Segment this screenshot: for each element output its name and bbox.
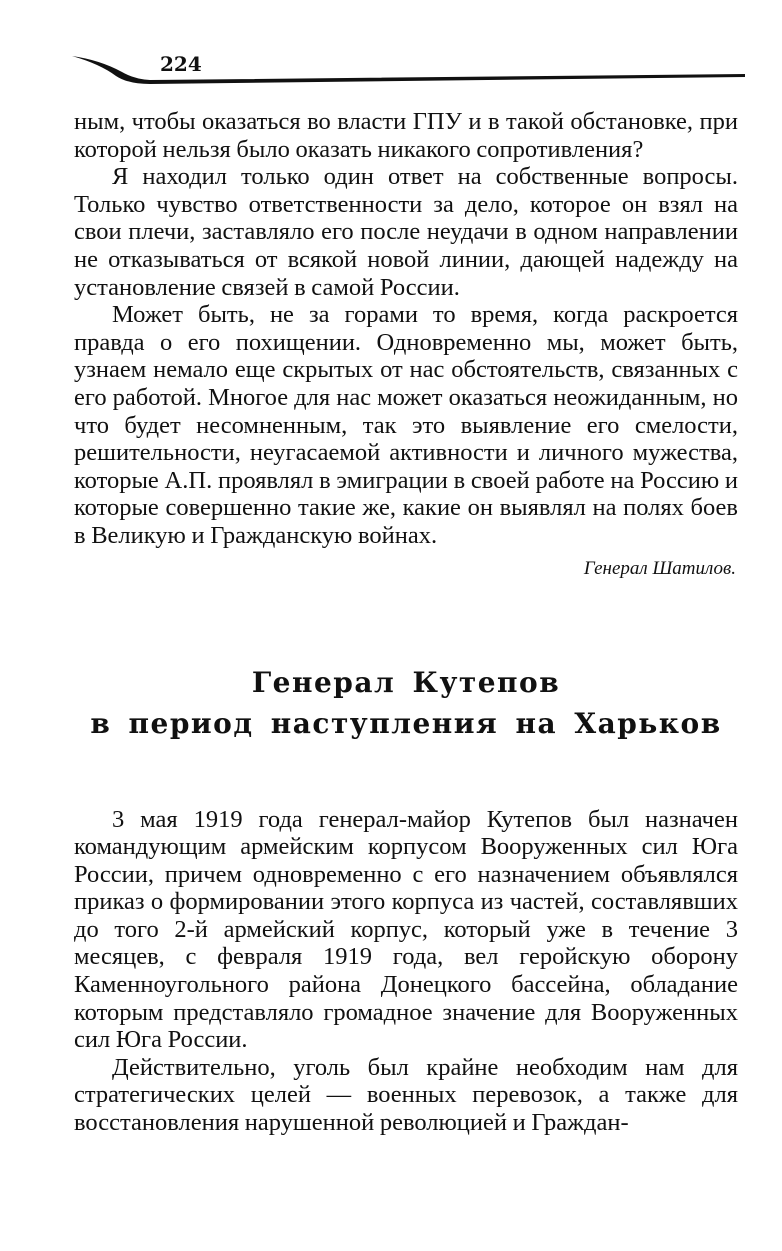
author-signature: Генерал Шатилов. bbox=[583, 557, 736, 579]
header-ornament-rule bbox=[0, 0, 782, 100]
chapter-title-line-1: Генерал Кутепов bbox=[251, 665, 561, 699]
page-number: 224 bbox=[160, 52, 202, 76]
chapter-title-line-2: в период наступления на Харьков bbox=[90, 706, 722, 740]
page-body bbox=[74, 108, 738, 1137]
page-header bbox=[0, 0, 782, 100]
paragraph: Действительно, уголь был крайне необходим нам для стратегических целей — военных перевозок, а также для восстановления нарушенной революцией и Граждан- bbox=[74, 1053, 738, 1137]
chapter-title bbox=[74, 662, 738, 744]
paragraph-continued: ным, чтобы оказаться во власти ГПУ и в такой обстановке, при которой нельзя было оказать никакого сопротивления? bbox=[74, 108, 738, 163]
paragraph: 3 мая 1919 года генерал-майор Кутепов был назначен командующим армейским корпусом Вооруженных сил Юга России, причем одновременно с его назначением объявлялся приказ о формировании этого корпуса из частей, составлявших до того 2-й армейский корпус, который уже в течение 3 месяцев, с февраля 1919 года, вел геройскую оборону Каменноугольного района Донецкого бассейна, обладание которым представляло громадное значение для Вооруженных сил Юга России. bbox=[74, 805, 738, 1054]
paragraph: Может быть, не за горами то время, когда раскроется правда о его похищении. Одновременно мы, может быть, узнаем немало еще скрытых от нас обстоятельств, связанных с его работой. Многое для нас может оказаться неожиданным, но что будет несомненным, так это выявление его смелости, решительности, неугасаемой активности и личного мужества, которые А.П. проявлял в эмиграции в своей работе на Россию и которые совершенно такие же, какие он выявлял на полях боев в Великую и Гражданскую войнах. bbox=[74, 301, 738, 549]
paragraph: Я находил только один ответ на собственные вопросы. Только чувство ответственности за дело, которое он взял на свои плечи, заставляло его после неудачи в одном направлении не отказываться от всякой новой линии, дающей надежду на установление связей в самой России. bbox=[74, 163, 738, 301]
chapter-body bbox=[74, 806, 738, 1137]
